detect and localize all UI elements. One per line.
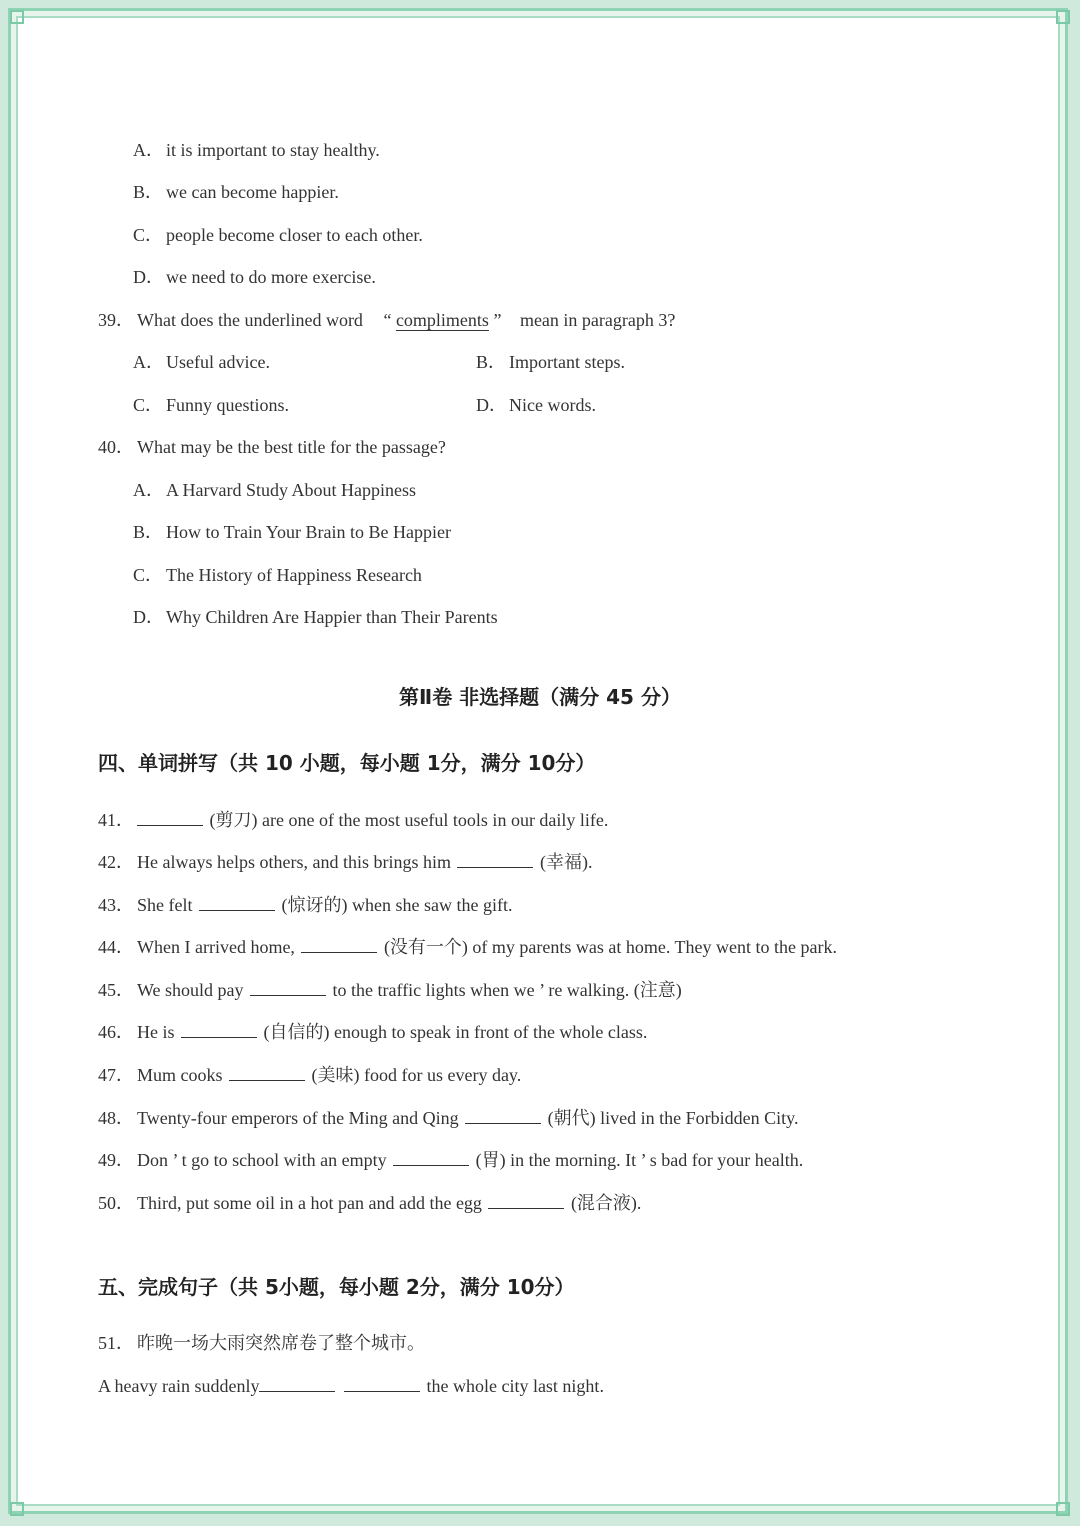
answer-blank[interactable] <box>229 1064 305 1081</box>
section-4-title: 四、单词拼写（共 10 小题，每小题 1分，满分 10分） <box>98 751 596 775</box>
option-a <box>133 479 416 501</box>
option-text: we can become happier. <box>166 182 339 202</box>
question-text: When I arrived home, <box>137 937 295 957</box>
question-number: 41． <box>98 810 134 830</box>
open-quote: “ <box>383 310 392 330</box>
option-text: people become closer to each other. <box>166 225 423 245</box>
question-40 <box>98 436 446 458</box>
close-quote: ” <box>493 310 502 330</box>
option-letter: C． <box>133 225 164 245</box>
question-number: 44． <box>98 937 134 957</box>
question-text: He always helps others, and this brings him <box>137 852 451 872</box>
option-text: Funny questions. <box>166 395 290 415</box>
option-d <box>133 606 498 628</box>
question-text: He is <box>137 1022 175 1042</box>
answer-blank[interactable] <box>259 1375 335 1392</box>
option-text: Nice words. <box>509 395 596 415</box>
option-letter: C． <box>133 565 164 585</box>
question-47 <box>98 1064 521 1086</box>
question-text: Don ’ t go to school with an empty <box>137 1150 387 1170</box>
answer-blank[interactable] <box>344 1375 420 1392</box>
answer-blank[interactable] <box>137 809 203 826</box>
question-text: We should pay <box>137 980 244 1000</box>
option-text: Important steps. <box>509 352 625 372</box>
question-text-tail: (胃) in the morning. It ’ s bad for your health. <box>475 1150 804 1170</box>
question-text-tail: (没有一个) of my parents was at home. They went to the park. <box>383 937 837 957</box>
question-number: 49． <box>98 1150 134 1170</box>
option-text: How to Train Your Brain to Be Happier <box>166 522 452 542</box>
option-letter: B． <box>476 352 507 372</box>
question-text-tail: to the traffic lights when we ’ re walking. (注意) <box>332 980 682 1000</box>
question-text-tail: (幸福). <box>539 852 593 872</box>
question-text: What may be the best title for the passage? <box>137 437 446 457</box>
question-text-tail: (混合液). <box>570 1193 642 1213</box>
question-text-tail: mean in paragraph 3? <box>519 310 676 330</box>
option-b <box>476 351 625 373</box>
question-text: Mum cooks <box>137 1065 223 1085</box>
option-c <box>133 394 289 416</box>
question-text: Third, put some oil in a hot pan and add the egg <box>137 1193 482 1213</box>
question-number: 47． <box>98 1065 134 1085</box>
question-number: 40． <box>98 437 134 457</box>
question-text-tail: (自信的) enough to speak in front of the whole class. <box>263 1022 648 1042</box>
option-text: it is important to stay healthy. <box>166 140 380 160</box>
option-c <box>133 224 423 246</box>
question-48 <box>98 1107 798 1129</box>
option-b <box>133 521 451 543</box>
question-number: 42． <box>98 852 134 872</box>
question-39 <box>98 309 675 331</box>
question-number: 50． <box>98 1193 134 1213</box>
question-text: What does the underlined word <box>137 310 363 330</box>
question-number: 46． <box>98 1022 134 1042</box>
question-44 <box>98 936 837 958</box>
option-text: A Harvard Study About Happiness <box>166 480 416 500</box>
question-text-tail: (朝代) lived in the Forbidden City. <box>547 1108 799 1128</box>
question-41 <box>98 809 608 831</box>
option-text: Why Children Are Happier than Their Parents <box>166 607 498 627</box>
question-text-tail: (美味) food for us every day. <box>311 1065 522 1085</box>
answer-blank[interactable] <box>393 1149 469 1166</box>
option-letter: D． <box>476 395 507 415</box>
question-number: 51． <box>98 1333 134 1353</box>
question-46 <box>98 1021 647 1043</box>
option-letter: B． <box>133 182 164 202</box>
option-letter: A． <box>133 352 164 372</box>
option-text: we need to do more exercise. <box>166 267 376 287</box>
question-42 <box>98 851 592 873</box>
question-51-english <box>98 1375 604 1397</box>
question-49 <box>98 1149 803 1171</box>
answer-blank[interactable] <box>199 894 275 911</box>
english-sentence: A heavy rain suddenly <box>98 1376 260 1396</box>
option-d <box>133 266 376 288</box>
question-text: She felt <box>137 895 193 915</box>
answer-blank[interactable] <box>488 1192 564 1209</box>
answer-blank[interactable] <box>301 936 377 953</box>
question-45 <box>98 979 682 1001</box>
question-43 <box>98 894 512 916</box>
question-50 <box>98 1192 641 1214</box>
option-letter: B． <box>133 522 164 542</box>
question-number: 45． <box>98 980 134 1000</box>
question-number: 43． <box>98 895 134 915</box>
section-5-title: 五、完成句子（共 5小题，每小题 2分，满分 10分） <box>98 1275 575 1299</box>
option-text: The History of Happiness Research <box>166 565 422 585</box>
question-number: 39． <box>98 310 134 330</box>
option-a <box>133 139 380 161</box>
option-c <box>133 564 422 586</box>
option-letter: A． <box>133 140 164 160</box>
answer-blank[interactable] <box>457 851 533 868</box>
option-a <box>133 351 270 373</box>
answer-blank[interactable] <box>181 1021 257 1038</box>
chinese-sentence: 昨晚一场大雨突然席卷了整个城市。 <box>137 1333 425 1353</box>
question-text-tail: (惊讶的) when she saw the gift. <box>281 895 513 915</box>
question-text-tail: (剪刀) are one of the most useful tools in our daily life. <box>209 810 609 830</box>
option-b <box>133 181 339 203</box>
option-letter: D． <box>133 267 164 287</box>
option-text: Useful advice. <box>166 352 270 372</box>
question-text: Twenty-four emperors of the Ming and Qing <box>137 1108 459 1128</box>
answer-blank[interactable] <box>250 979 326 996</box>
option-d <box>476 394 596 416</box>
question-51 <box>98 1332 425 1354</box>
option-letter: D． <box>133 607 164 627</box>
answer-blank[interactable] <box>465 1107 541 1124</box>
part-2-title: 第Ⅱ卷 非选择题（满分 45 分） <box>399 685 681 709</box>
underlined-word: compliments <box>395 310 489 330</box>
english-sentence-tail: the whole city last night. <box>426 1376 604 1396</box>
question-number: 48． <box>98 1108 134 1128</box>
option-letter: C． <box>133 395 164 415</box>
option-letter: A． <box>133 480 164 500</box>
